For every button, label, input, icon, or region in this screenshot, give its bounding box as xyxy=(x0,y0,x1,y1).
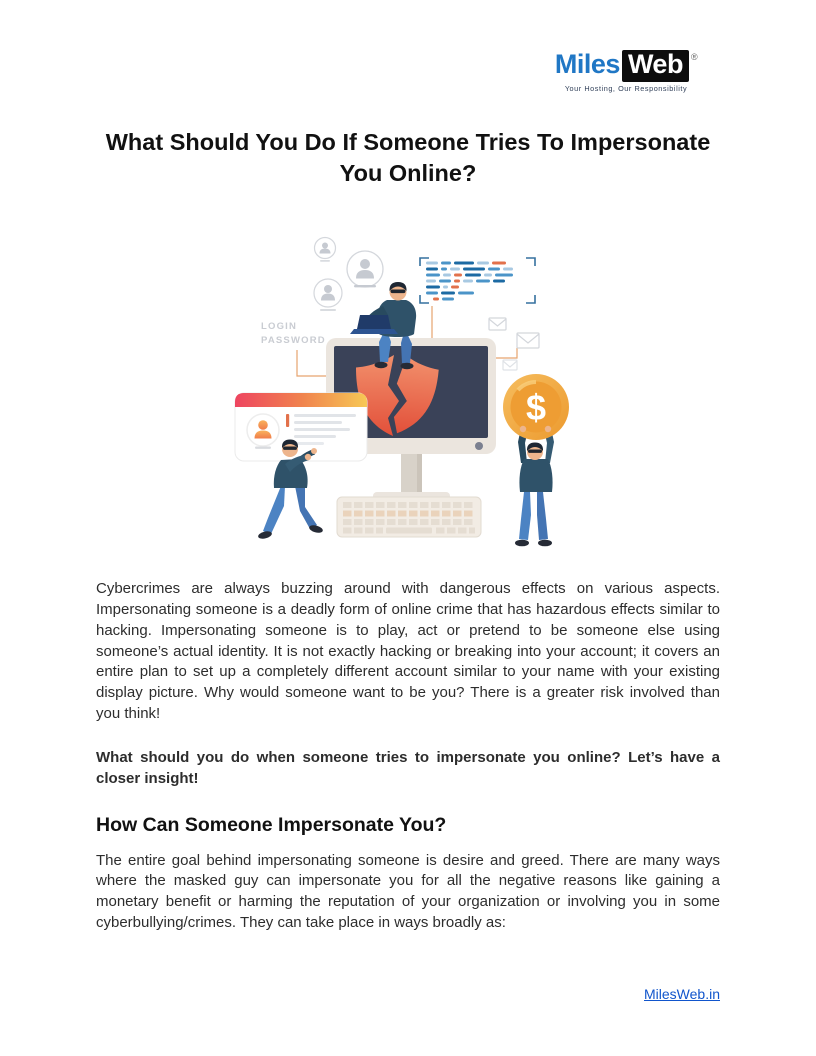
svg-text:$: $ xyxy=(525,387,547,428)
code-block-icon xyxy=(420,258,535,303)
logo-tagline: Your Hosting, Our Responsibility xyxy=(564,83,688,93)
envelope-icons xyxy=(489,318,539,370)
page-title: What Should You Do If Someone Tries To Impersonate You Online? xyxy=(105,129,711,186)
logo-wordmark xyxy=(546,50,706,82)
registered-trademark-icon: ® xyxy=(690,52,698,62)
dollar-coin-icon xyxy=(503,374,569,440)
hacker-coin-icon xyxy=(503,374,569,546)
milesweb-logo xyxy=(546,50,706,93)
svg-text:PASSWORD: PASSWORD xyxy=(261,335,326,346)
article-body xyxy=(96,579,720,934)
svg-text:LOGIN: LOGIN xyxy=(261,321,298,332)
footer xyxy=(644,986,720,1002)
section-paragraph: The entire goal behind impersonating someone is desire and greed. There are many ways where the masked guy can impersonate you for all the negative reasons like gaining a monetary benefit or harming the reputation of your organization or involving you in some cyberbullying/crimes. They can take place in ways broadly as: xyxy=(96,851,720,932)
intro-paragraph: Cybercrimes are always buzzing around with dangerous effects on various aspects. Impersonating someone is a deadly form of online crime that has hazardous effects similar to hacking. Impersonating someone is to play, act or pretend to be someone else using someone’s actual identity. It is not exactly hacking or breaking into your account; it covers an entire plan to set up a completely different account similar to your name with your existing display picture. Why would someone want to be you? There is a greater risk involved than you think! xyxy=(96,580,720,723)
logo-text-miles: Miles xyxy=(554,49,620,79)
keyboard-icon xyxy=(337,497,481,537)
id-card-icon xyxy=(235,393,367,461)
hacker-illustration xyxy=(223,230,593,560)
login-password-label xyxy=(261,321,326,346)
user-avatars-icon xyxy=(314,238,383,312)
question-paragraph: What should you do when someone tries to impersonate you online? Let’s have a closer insight! xyxy=(96,748,720,787)
footer-link[interactable]: MilesWeb.in xyxy=(644,986,720,1002)
section-heading: How Can Someone Impersonate You? xyxy=(96,813,447,836)
logo-text-web: Web xyxy=(622,50,689,82)
